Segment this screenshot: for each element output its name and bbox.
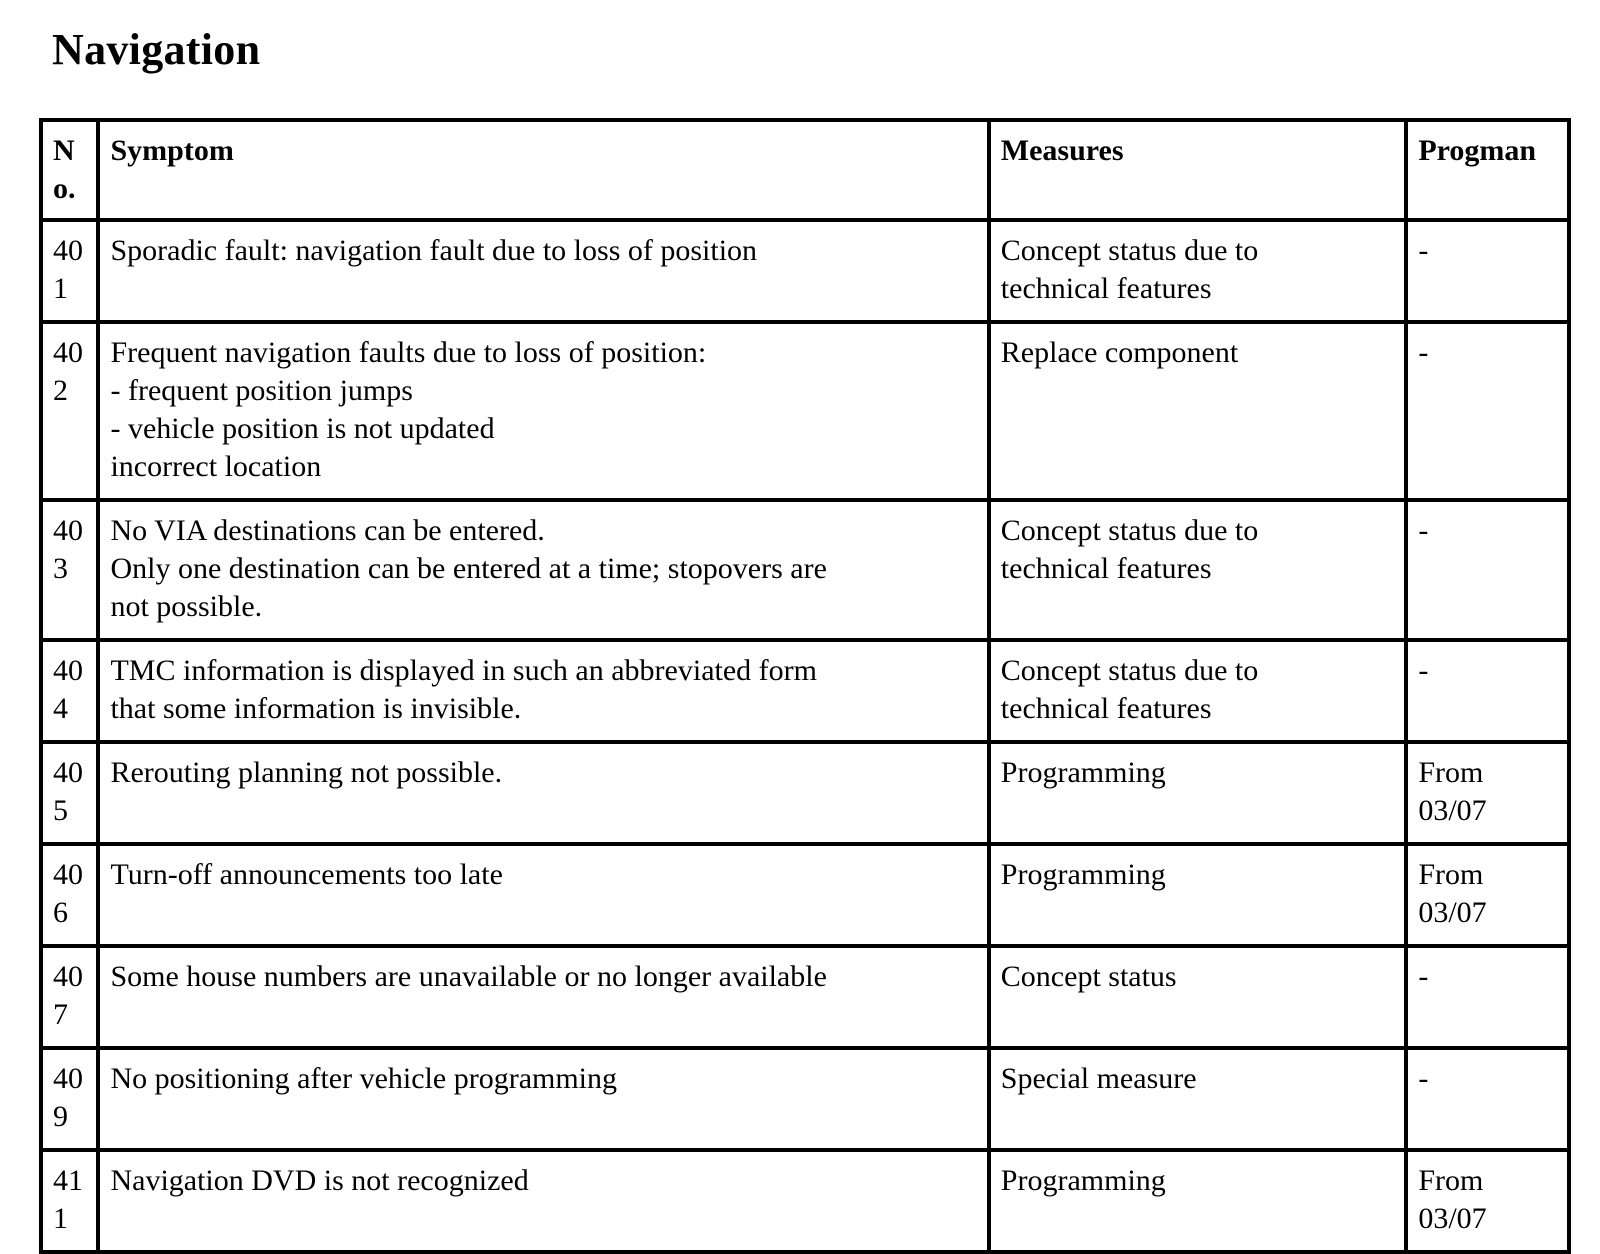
- cell-measures: [989, 640, 1407, 742]
- symptom-line: Some house numbers are unavailable or no longer available: [110, 960, 827, 993]
- table-row: [41, 220, 1569, 322]
- cell-symptom: [98, 1048, 988, 1150]
- measures-line: Concept status: [1000, 960, 1177, 993]
- measures-line: Programming: [1000, 756, 1166, 789]
- symptom-line: that some information is invisible.: [110, 692, 522, 725]
- symptom-line: No positioning after vehicle programming: [110, 1062, 618, 1095]
- symptom-line: not possible.: [110, 590, 263, 623]
- symptom-line: TMC information is displayed in such an abbreviated form: [110, 654, 817, 687]
- table-row: [41, 844, 1569, 946]
- symptom-line: - frequent position jumps: [110, 374, 413, 407]
- table-row: [41, 500, 1569, 640]
- cell-symptom: [98, 946, 988, 1048]
- symptom-line: Navigation DVD is not recognized: [110, 1164, 529, 1197]
- cell-progman: [1406, 946, 1569, 1048]
- progman-line: -: [1418, 654, 1429, 687]
- cell-symptom: [98, 500, 988, 640]
- measures-line: Replace component: [1000, 336, 1239, 369]
- table-row: [41, 640, 1569, 742]
- symptom-line: incorrect location: [110, 450, 322, 483]
- symptom-line: Frequent navigation faults due to loss of position:: [110, 336, 707, 369]
- cell-no: 407: [41, 946, 98, 1048]
- progman-line: -: [1418, 234, 1429, 267]
- symptom-line: Sporadic fault: navigation fault due to loss of position: [110, 234, 758, 267]
- cell-progman: [1406, 322, 1569, 500]
- cell-measures: [989, 742, 1407, 844]
- cell-progman: [1406, 742, 1569, 844]
- cell-symptom: [98, 1150, 988, 1252]
- header-progman: Progman: [1406, 120, 1569, 220]
- table-row: [41, 742, 1569, 844]
- cell-measures: [989, 500, 1407, 640]
- cell-symptom: [98, 640, 988, 742]
- header-measures: Measures: [989, 120, 1407, 220]
- cell-progman: [1406, 844, 1569, 946]
- table-row: [41, 946, 1569, 1048]
- progman-line: -: [1418, 1062, 1429, 1095]
- cell-symptom: [98, 322, 988, 500]
- cell-measures: [989, 1048, 1407, 1150]
- cell-no: 405: [41, 742, 98, 844]
- header-no: No.: [41, 120, 98, 220]
- measures-line: technical features: [1000, 272, 1212, 305]
- measures-line: Programming: [1000, 858, 1166, 891]
- cell-measures: [989, 946, 1407, 1048]
- measures-line: Programming: [1000, 1164, 1166, 1197]
- progman-line: -: [1418, 960, 1429, 993]
- measures-line: Concept status due to: [1000, 234, 1259, 267]
- progman-line: From: [1418, 858, 1484, 891]
- page-title: Navigation: [52, 25, 261, 74]
- cell-symptom: [98, 220, 988, 322]
- cell-no: 402: [41, 322, 98, 500]
- cell-symptom: [98, 844, 988, 946]
- cell-progman: [1406, 1048, 1569, 1150]
- progman-line: -: [1418, 514, 1429, 547]
- progman-line: 03/07: [1418, 896, 1487, 929]
- progman-line: From: [1418, 1164, 1484, 1197]
- progman-line: -: [1418, 336, 1429, 369]
- progman-line: 03/07: [1418, 794, 1487, 827]
- table-row: [41, 1150, 1569, 1252]
- cell-no: 403: [41, 500, 98, 640]
- symptom-line: - vehicle position is not updated: [110, 412, 495, 445]
- table-row: [41, 1048, 1569, 1150]
- cell-no: 411: [41, 1150, 98, 1252]
- cell-progman: [1406, 1150, 1569, 1252]
- symptom-line: Turn-off announcements too late: [110, 858, 503, 891]
- cell-measures: [989, 220, 1407, 322]
- measures-line: technical features: [1000, 692, 1212, 725]
- progman-line: From: [1418, 756, 1484, 789]
- measures-line: Concept status due to: [1000, 514, 1259, 547]
- table-header-row: [41, 120, 1569, 220]
- symptom-line: Rerouting planning not possible.: [110, 756, 503, 789]
- cell-no: 404: [41, 640, 98, 742]
- cell-measures: [989, 322, 1407, 500]
- cell-no: 406: [41, 844, 98, 946]
- fault-table: [39, 118, 1571, 1254]
- measures-line: technical features: [1000, 552, 1212, 585]
- cell-symptom: [98, 742, 988, 844]
- cell-measures: [989, 844, 1407, 946]
- progman-line: 03/07: [1418, 1202, 1487, 1235]
- header-symptom: Symptom: [98, 120, 988, 220]
- cell-progman: [1406, 640, 1569, 742]
- table-body: [41, 220, 1569, 1252]
- symptom-line: No VIA destinations can be entered.: [110, 514, 545, 547]
- cell-progman: [1406, 220, 1569, 322]
- cell-measures: [989, 1150, 1407, 1252]
- measures-line: Special measure: [1000, 1062, 1197, 1095]
- table-row: [41, 322, 1569, 500]
- symptom-line: Only one destination can be entered at a time; stopovers are: [110, 552, 827, 585]
- cell-no: 401: [41, 220, 98, 322]
- measures-line: Concept status due to: [1000, 654, 1259, 687]
- cell-progman: [1406, 500, 1569, 640]
- cell-no: 409: [41, 1048, 98, 1150]
